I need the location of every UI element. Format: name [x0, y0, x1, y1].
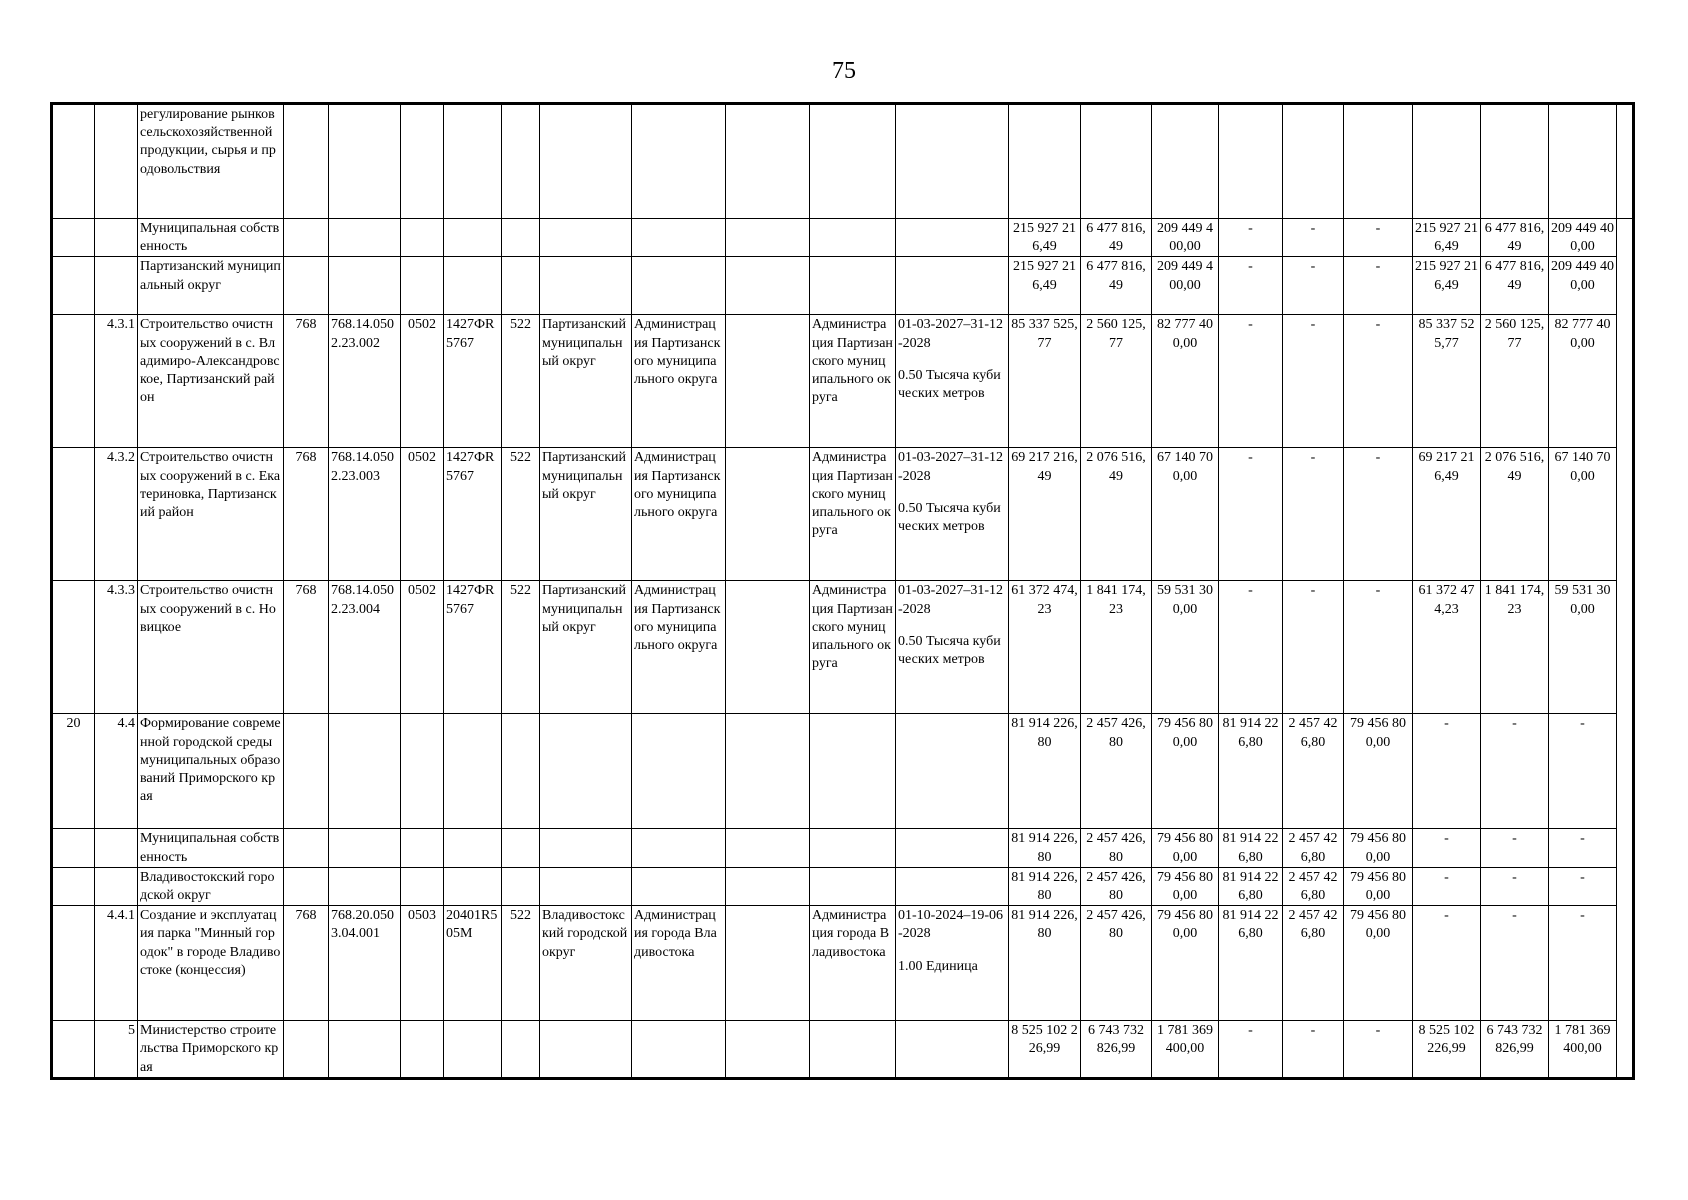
cell-target-code: 768.14.0502.23.003: [329, 448, 401, 581]
cell-total: 61 372 474,23: [1009, 581, 1081, 714]
cell-csr: [444, 867, 502, 905]
cell-name: Строительство очистных сооружений в с. Владимиро-Александровское, Партизанский район: [138, 315, 284, 448]
cell-y1-regional: 2 457 426,80: [1283, 829, 1344, 867]
cell-y1-federal: -: [1344, 1021, 1413, 1079]
cell-federal: 1 781 369 400,00: [1152, 1021, 1219, 1079]
cell-item-code: [95, 829, 138, 867]
cell-ministry-code: 768: [284, 448, 329, 581]
cell-section: [401, 219, 444, 257]
cell-name: Формирование современной городской среды муниципальных образований Приморского края: [138, 714, 284, 829]
cell-regional: 2 457 426,80: [1081, 867, 1152, 905]
cell-col-11: [726, 1021, 810, 1079]
cell-csr: [444, 829, 502, 867]
cell-section: 0502: [401, 581, 444, 714]
cell-csr: 20401R505M: [444, 906, 502, 1021]
cell-section: [401, 867, 444, 905]
cell-executor: [810, 829, 896, 867]
cell-municipality: [540, 257, 632, 315]
cell-y1-total: -: [1219, 581, 1283, 714]
cell-y1-regional: -: [1283, 257, 1344, 315]
cell-ministry-code: 768: [284, 315, 329, 448]
cell-y1-regional: 2 457 426,80: [1283, 714, 1344, 829]
unit: 0.50 Тысяча кубических метров: [898, 367, 1001, 402]
cell-recipient: [632, 714, 726, 829]
cell-y1-federal: -: [1344, 581, 1413, 714]
cell-y2-regional: 6 477 816,49: [1481, 219, 1549, 257]
cell-csr: [444, 714, 502, 829]
cell-federal: 209 449 400,00: [1152, 219, 1219, 257]
cell-federal: 79 456 800,00: [1152, 906, 1219, 1021]
cell-regional: 2 457 426,80: [1081, 829, 1152, 867]
cell-y1-regional: [1283, 104, 1344, 219]
cell-municipality: Владивостокский городской округ: [540, 906, 632, 1021]
cell-total: 85 337 525,77: [1009, 315, 1081, 448]
cell-total: 8 525 102 226,99: [1009, 1021, 1081, 1079]
cell-name: регулирование рынков сельскохозяйственной продукции, сырья и продовольствия: [138, 104, 284, 219]
cell-item-code: [95, 867, 138, 905]
cell-target-code: [329, 1021, 401, 1079]
cell-y2-federal: 1 781 369 400,00: [1549, 1021, 1617, 1079]
cell-recipient: Администрация Партизанского муниципального округа: [632, 581, 726, 714]
cell-item-code: [95, 257, 138, 315]
cell-y2-total: -: [1413, 906, 1481, 1021]
cell-period-unit: [896, 257, 1009, 315]
cell-target-code: [329, 104, 401, 219]
unit: 1.00 Единица: [898, 958, 978, 974]
cell-recipient: [632, 257, 726, 315]
cell-row-number: [52, 829, 95, 867]
cell-municipality: [540, 219, 632, 257]
cell-municipality: Партизанский муниципальный округ: [540, 581, 632, 714]
cell-federal: 79 456 800,00: [1152, 714, 1219, 829]
cell-y2-federal: -: [1549, 867, 1617, 905]
cell-name: Создание и эксплуатация парка "Минный городок" в городе Владивостоке (концессия): [138, 906, 284, 1021]
cell-municipality: [540, 1021, 632, 1079]
cell-y2-federal: 59 531 300,00: [1549, 581, 1617, 714]
cell-y2-total: -: [1413, 829, 1481, 867]
cell-period-unit: [896, 906, 1009, 1021]
unit: 0.50 Тысяча кубических метров: [898, 500, 1001, 535]
cell-col-11: [726, 448, 810, 581]
cell-y1-federal: -: [1344, 448, 1413, 581]
cell-period-unit: [896, 219, 1009, 257]
cell-total: [1009, 104, 1081, 219]
table-row: [52, 104, 1634, 219]
cell-y2-total: 85 337 525,77: [1413, 315, 1481, 448]
cell-total: 69 217 216,49: [1009, 448, 1081, 581]
table-row: [52, 1021, 1634, 1079]
cell-period-unit: [896, 714, 1009, 829]
cell-y1-total: -: [1219, 1021, 1283, 1079]
cell-item-code: 4.3.3: [95, 581, 138, 714]
cell-expense-type: [502, 1021, 540, 1079]
cell-target-code: 768.14.0502.23.002: [329, 315, 401, 448]
cell-y1-total: [1219, 104, 1283, 219]
cell-recipient: [632, 104, 726, 219]
cell-y1-total: 81 914 226,80: [1219, 714, 1283, 829]
cell-target-code: [329, 714, 401, 829]
cell-y2-total: 69 217 216,49: [1413, 448, 1481, 581]
cell-csr: [444, 257, 502, 315]
cell-csr: 1427ФR5767: [444, 581, 502, 714]
cell-federal: 79 456 800,00: [1152, 867, 1219, 905]
cell-expense-type: 522: [502, 581, 540, 714]
cell-col-11: [726, 867, 810, 905]
cell-csr: [444, 104, 502, 219]
cell-row-number: 20: [52, 714, 95, 829]
cell-row-number: [52, 906, 95, 1021]
table-row: [52, 315, 1634, 448]
cell-y2-total: 215 927 216,49: [1413, 219, 1481, 257]
cell-y1-federal: -: [1344, 219, 1413, 257]
page-number: 75: [832, 58, 856, 84]
cell-period-unit: [896, 315, 1009, 448]
cell-executor: [810, 219, 896, 257]
cell-y2-regional: -: [1481, 714, 1549, 829]
cell-row-number: [52, 219, 95, 257]
cell-y2-total: 8 525 102 226,99: [1413, 1021, 1481, 1079]
cell-municipality: Партизанский муниципальный округ: [540, 315, 632, 448]
cell-regional: 6 477 816,49: [1081, 219, 1152, 257]
cell-row-number: [52, 315, 95, 448]
cell-period-unit: [896, 104, 1009, 219]
cell-y2-federal: 67 140 700,00: [1549, 448, 1617, 581]
cell-csr: 1427ФR5767: [444, 315, 502, 448]
cell-section: 0503: [401, 906, 444, 1021]
cell-recipient: [632, 219, 726, 257]
cell-y2-regional: 1 841 174,23: [1481, 581, 1549, 714]
cell-section: [401, 257, 444, 315]
cell-y2-regional: -: [1481, 867, 1549, 905]
cell-row-number: [52, 448, 95, 581]
cell-col-11: [726, 581, 810, 714]
cell-ministry-code: [284, 257, 329, 315]
cell-col-11: [726, 714, 810, 829]
cell-y2-regional: -: [1481, 829, 1549, 867]
cell-y1-federal: -: [1344, 257, 1413, 315]
cell-y2-regional: 6 743 732 826,99: [1481, 1021, 1549, 1079]
cell-y2-regional: [1481, 104, 1549, 219]
cell-item-code: 4.3.1: [95, 315, 138, 448]
cell-csr: 1427ФR5767: [444, 448, 502, 581]
cell-y1-federal: 79 456 800,00: [1344, 714, 1413, 829]
cell-federal: 79 456 800,00: [1152, 829, 1219, 867]
cell-federal: [1152, 104, 1219, 219]
cell-recipient: [632, 867, 726, 905]
cell-row-number: [52, 104, 95, 219]
cell-y1-federal: [1344, 104, 1413, 219]
table-body: [52, 104, 1634, 1079]
cell-recipient: Администрация Партизанского муниципального округа: [632, 315, 726, 448]
cell-y1-regional: -: [1283, 1021, 1344, 1079]
cell-y1-regional: 2 457 426,80: [1283, 906, 1344, 1021]
cell-y1-federal: 79 456 800,00: [1344, 829, 1413, 867]
cell-recipient: Администрация Партизанского муниципального округа: [632, 448, 726, 581]
cell-y1-total: -: [1219, 257, 1283, 315]
cell-row-number: [52, 257, 95, 315]
table-row: [52, 219, 1634, 257]
cell-name: Строительство очистных сооружений в с. Екатериновка, Партизанский район: [138, 448, 284, 581]
cell-y1-regional: -: [1283, 581, 1344, 714]
cell-csr: [444, 219, 502, 257]
cell-expense-type: [502, 257, 540, 315]
cell-regional: 2 457 426,80: [1081, 714, 1152, 829]
cell-federal: 59 531 300,00: [1152, 581, 1219, 714]
cell-y2-total: -: [1413, 714, 1481, 829]
cell-expense-type: 522: [502, 315, 540, 448]
cell-expense-type: 522: [502, 906, 540, 1021]
cell-col-11: [726, 906, 810, 1021]
cell-y2-total: [1413, 104, 1481, 219]
cell-y1-total: 81 914 226,80: [1219, 829, 1283, 867]
period: 01-03-2027–31-12-2028: [898, 450, 1003, 484]
cell-col-11: [726, 257, 810, 315]
cell-y1-regional: -: [1283, 219, 1344, 257]
cell-y2-federal: -: [1549, 906, 1617, 1021]
cell-y2-regional: 6 477 816,49: [1481, 257, 1549, 315]
cell-name: Строительство очистных сооружений в с. Новицкое: [138, 581, 284, 714]
cell-y2-federal: -: [1549, 714, 1617, 829]
cell-row-number: [52, 581, 95, 714]
cell-name: Партизанский муниципальный округ: [138, 257, 284, 315]
cell-total: 81 914 226,80: [1009, 867, 1081, 905]
cell-municipality: [540, 867, 632, 905]
cell-y2-federal: 209 449 400,00: [1549, 219, 1617, 257]
cell-ministry-code: [284, 219, 329, 257]
cell-row-number: [52, 867, 95, 905]
cell-regional: 2 560 125,77: [1081, 315, 1152, 448]
cell-col-11: [726, 315, 810, 448]
cell-period-unit: [896, 1021, 1009, 1079]
cell-y1-federal: -: [1344, 315, 1413, 448]
cell-section: [401, 829, 444, 867]
unit: 0.50 Тысяча кубических метров: [898, 633, 1001, 668]
cell-target-code: [329, 867, 401, 905]
cell-target-code: 768.14.0502.23.004: [329, 581, 401, 714]
table-row: [52, 867, 1634, 905]
cell-executor: [810, 1021, 896, 1079]
cell-csr: [444, 1021, 502, 1079]
cell-y1-total: -: [1219, 448, 1283, 581]
cell-y2-federal: 82 777 400,00: [1549, 315, 1617, 448]
cell-target-code: 768.20.0503.04.001: [329, 906, 401, 1021]
cell-name: Муниципальная собственность: [138, 219, 284, 257]
table-row: [52, 714, 1634, 829]
period: 01-03-2027–31-12-2028: [898, 583, 1003, 617]
period: 01-10-2024–19-06-2028: [898, 908, 1003, 942]
cell-item-code: [95, 104, 138, 219]
cell-y2-regional: -: [1481, 906, 1549, 1021]
cell-y2-federal: -: [1549, 829, 1617, 867]
cell-y2-total: 61 372 474,23: [1413, 581, 1481, 714]
cell-federal: 82 777 400,00: [1152, 315, 1219, 448]
cell-y1-total: 81 914 226,80: [1219, 906, 1283, 1021]
cell-y2-total: -: [1413, 867, 1481, 905]
cell-federal: 67 140 700,00: [1152, 448, 1219, 581]
cell-period-unit: [896, 867, 1009, 905]
cell-municipality: [540, 104, 632, 219]
cell-y1-total: -: [1219, 219, 1283, 257]
cell-recipient: [632, 1021, 726, 1079]
cell-y1-regional: -: [1283, 448, 1344, 581]
cell-section: [401, 1021, 444, 1079]
cell-item-code: [95, 219, 138, 257]
cell-section: 0502: [401, 448, 444, 581]
cell-item-code: 4.3.2: [95, 448, 138, 581]
cell-name: Владивостокский городской округ: [138, 867, 284, 905]
cell-executor: [810, 104, 896, 219]
cell-period-unit: [896, 829, 1009, 867]
cell-recipient: [632, 829, 726, 867]
cell-expense-type: [502, 867, 540, 905]
cell-section: 0502: [401, 315, 444, 448]
cell-y1-federal: 79 456 800,00: [1344, 867, 1413, 905]
cell-expense-type: [502, 829, 540, 867]
cell-expense-type: [502, 219, 540, 257]
cell-regional: 1 841 174,23: [1081, 581, 1152, 714]
table-row: [52, 581, 1634, 714]
period: 01-03-2027–31-12-2028: [898, 317, 1003, 351]
cell-undefined: [1617, 104, 1634, 219]
cell-total: 215 927 216,49: [1009, 257, 1081, 315]
cell-expense-type: [502, 104, 540, 219]
cell-period-unit: [896, 581, 1009, 714]
cell-section: [401, 104, 444, 219]
cell-total: 81 914 226,80: [1009, 829, 1081, 867]
cell-total: 215 927 216,49: [1009, 219, 1081, 257]
cell-target-code: [329, 829, 401, 867]
cell-item-code: 5: [95, 1021, 138, 1079]
cell-municipality: Партизанский муниципальный округ: [540, 448, 632, 581]
cell-executor: Администрация Партизанского муниципального округа: [810, 581, 896, 714]
table-row: [52, 906, 1634, 1021]
cell-executor: [810, 867, 896, 905]
cell-col-11: [726, 219, 810, 257]
cell-expense-type: [502, 714, 540, 829]
cell-col-11: [726, 829, 810, 867]
cell-executor: Администрация города Владивостока: [810, 906, 896, 1021]
table-row: [52, 448, 1634, 581]
table-row: [52, 257, 1634, 315]
cell-name: Министерство строительства Приморского края: [138, 1021, 284, 1079]
cell-y1-total: 81 914 226,80: [1219, 867, 1283, 905]
cell-total: 81 914 226,80: [1009, 714, 1081, 829]
cell-y2-total: 215 927 216,49: [1413, 257, 1481, 315]
cell-row-number: [52, 1021, 95, 1079]
cell-y1-regional: 2 457 426,80: [1283, 867, 1344, 905]
cell-executor: Администрация Партизанского муниципального округа: [810, 315, 896, 448]
budget-table: [50, 102, 1635, 1080]
cell-regional: 6 743 732 826,99: [1081, 1021, 1152, 1079]
cell-regional: 2 457 426,80: [1081, 906, 1152, 1021]
cell-col-11: [726, 104, 810, 219]
cell-federal: 209 449 400,00: [1152, 257, 1219, 315]
cell-ministry-code: [284, 867, 329, 905]
cell-ministry-code: 768: [284, 581, 329, 714]
cell-target-code: [329, 219, 401, 257]
cell-y2-federal: [1549, 104, 1617, 219]
cell-recipient: Администрация города Владивостока: [632, 906, 726, 1021]
cell-y2-federal: 209 449 400,00: [1549, 257, 1617, 315]
cell-municipality: [540, 714, 632, 829]
cell-y2-regional: 2 560 125,77: [1481, 315, 1549, 448]
cell-ministry-code: 768: [284, 906, 329, 1021]
cell-ministry-code: [284, 104, 329, 219]
cell-item-code: 4.4.1: [95, 906, 138, 1021]
cell-executor: [810, 714, 896, 829]
cell-y1-federal: 79 456 800,00: [1344, 906, 1413, 1021]
table-row: [52, 829, 1634, 867]
cell-name: Муниципальная собственность: [138, 829, 284, 867]
cell-expense-type: 522: [502, 448, 540, 581]
cell-total: 81 914 226,80: [1009, 906, 1081, 1021]
cell-target-code: [329, 257, 401, 315]
cell-y1-total: -: [1219, 315, 1283, 448]
cell-section: [401, 714, 444, 829]
cell-ministry-code: [284, 1021, 329, 1079]
cell-y1-regional: -: [1283, 315, 1344, 448]
cell-ministry-code: [284, 829, 329, 867]
cell-executor: Администрация Партизанского муниципального округа: [810, 448, 896, 581]
cell-executor: [810, 257, 896, 315]
cell-y2-regional: 2 076 516,49: [1481, 448, 1549, 581]
cell-ministry-code: [284, 714, 329, 829]
cell-item-code: 4.4: [95, 714, 138, 829]
cell-regional: 6 477 816,49: [1081, 257, 1152, 315]
cell-municipality: [540, 829, 632, 867]
cell-regional: [1081, 104, 1152, 219]
cell-period-unit: [896, 448, 1009, 581]
cell-regional: 2 076 516,49: [1081, 448, 1152, 581]
